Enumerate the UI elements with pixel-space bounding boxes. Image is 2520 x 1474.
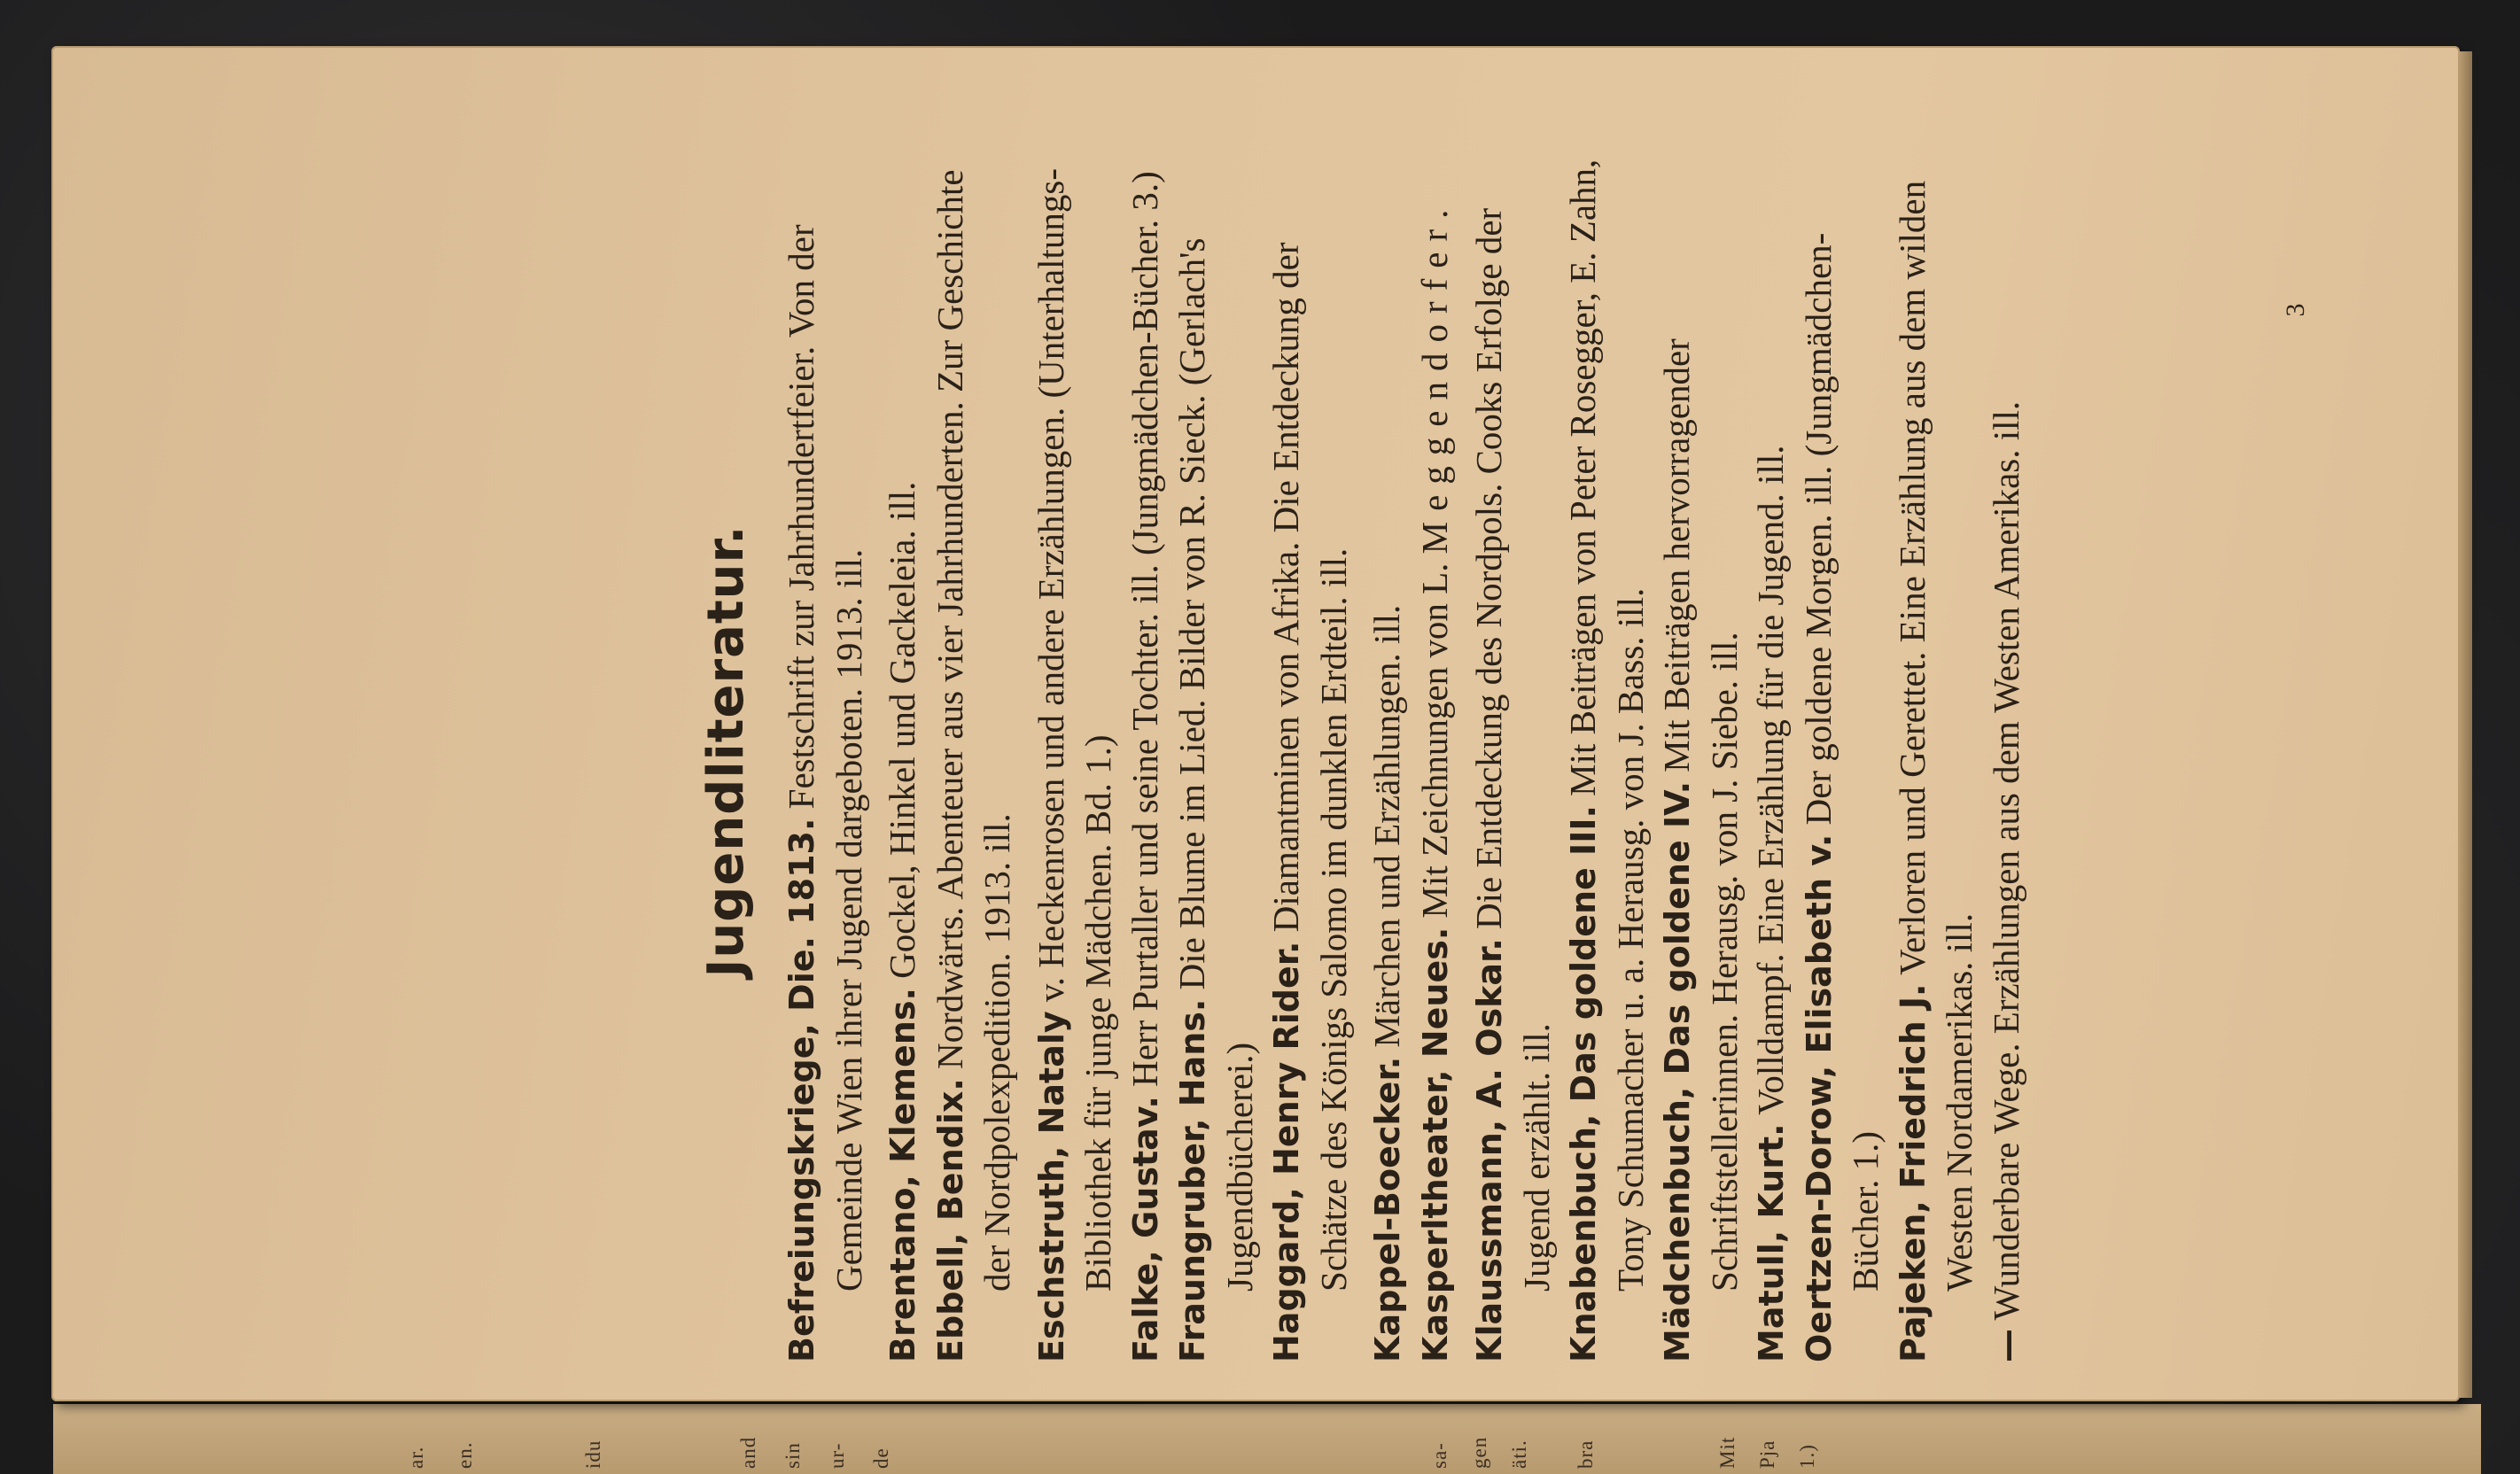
entry-heading: Fraungruber, Hans. [1173, 998, 1212, 1362]
entry-text-spaced: Meggendorfer [1413, 218, 1455, 555]
bibliography-entry [927, 140, 1021, 1362]
bibliography-entry [1412, 140, 1459, 1362]
entry-text: Der goldene Morgen. ill. (Jungmädchen-Bücher. 1.) [1797, 232, 1886, 1292]
bibliography-entry [1466, 140, 1559, 1362]
entry-heading: — [1987, 1329, 2026, 1362]
bibliography-entry [1122, 140, 1170, 1362]
entry-heading: Brentano, Klemens. [883, 988, 922, 1362]
entry-heading: Ebbell, Bendix. [930, 1078, 970, 1362]
entry-text: Mit Beiträgen von Peter Rosegger, E. Zahn, Tony Schumacher u. a. Herausg. von J. Bass. ill. [1562, 159, 1651, 1292]
under-page-fragment: Mit [1716, 1436, 1738, 1469]
bibliography-entry [1169, 140, 1263, 1362]
entry-heading: Haggard, Henry Rider. [1267, 941, 1306, 1362]
under-page-fragment: idu [582, 1439, 604, 1469]
page-title: Jugendliteratur. [697, 524, 755, 978]
bibliography-entry [879, 140, 927, 1362]
bibliography-entry [1747, 140, 1795, 1362]
entry-text: Wunderbare Wege. Erzählungen aus dem Westen Amerikas. ill. [1985, 400, 2026, 1329]
entry-text: Märchen und Erzählungen. ill. [1366, 604, 1407, 1057]
bibliography-entry [778, 140, 872, 1362]
bibliography-entry [1983, 140, 2031, 1362]
under-page-fragment: and [737, 1436, 759, 1469]
entry-text-tail: . [1413, 209, 1455, 219]
bibliography-entry [1364, 140, 1412, 1362]
entry-heading: Eschstruth, Nataly [1031, 1011, 1071, 1362]
bibliography-entry [1653, 140, 1747, 1362]
bibliography-list [778, 140, 2030, 1362]
entry-text: Volldampf. Eine Erzählung für die Jugend. ill. [1750, 445, 1791, 1124]
under-page-fragment: ar. [405, 1446, 427, 1469]
underlying-page [53, 1404, 2481, 1474]
entry-heading: Klaussmann, A. Oskar. [1470, 938, 1509, 1362]
under-page-fragment: sa- [1428, 1442, 1451, 1469]
page-number: 3 [2281, 303, 2310, 317]
entry-heading: Kappel-Boecker. [1368, 1056, 1407, 1362]
entry-text: Nordwärts. Abenteuer aus vier Jahrhunderten. Zur Geschichte der Nordpolexpedition. 1913. ill. [929, 169, 1017, 1292]
under-page-fragment: de [870, 1447, 892, 1469]
entry-heading: Mädchenbuch, Das goldene IV. [1658, 780, 1697, 1362]
under-page-fragment: 1.) [1796, 1444, 1818, 1469]
bibliography-entry [1028, 140, 1122, 1362]
entry-text: Verloren und Gerettet. Eine Erzählung aus dem wilden Westen Nordamerikas. ill. [1891, 180, 1979, 1292]
rotated-text-block [691, 140, 2472, 1362]
entry-text: Die Blume im Lied. Bilder von R. Sieck. (Gerlach's Jugendbücherei.) [1171, 237, 1260, 1292]
entry-heading: Knabenbuch, Das goldene III. [1564, 805, 1603, 1362]
under-page-fragment: äti. [1508, 1439, 1530, 1469]
under-page-fragment: en. [454, 1441, 476, 1469]
bibliography-entry [1559, 140, 1653, 1362]
entry-heading: Matull, Kurt. [1752, 1123, 1791, 1362]
entry-text: v. Heckenrosen und andere Erzählungen. (Unterhaltungs-Bibliothek für junge Mädchen. Bd. 1.) [1030, 167, 1118, 1292]
entry-text: Herr Purtaller und seine Tochter. ill. (Jungmädchen-Bücher. 3.) [1124, 171, 1165, 1097]
entry-heading: Oertzen-Dorow, Elisabeth v. [1799, 834, 1839, 1362]
entry-heading: Pajeken, Friedrich J. [1893, 983, 1933, 1362]
bibliography-entry [1889, 140, 1983, 1362]
under-page-fragment: Pja [1756, 1439, 1778, 1469]
entry-text: Gockel, Hinkel und Gackeleia. ill. [882, 481, 922, 989]
under-page-fragment: ur- [826, 1442, 848, 1469]
entry-text: Die Entdeckung des Nordpols. Cooks Erfolge der Jugend erzählt. ill. [1468, 207, 1557, 1292]
entry-heading: Befreiungskriege, Die. 1813. [782, 818, 821, 1362]
entry-text: Diamantminen von Afrika. Die Entdeckung der Schätze des Königs Salomo im dunklen Erdteil. ill. [1265, 242, 1354, 1292]
entry-heading: Kasperltheater, Neues. [1415, 927, 1455, 1362]
entry-text: Mit Beiträgen hervorragender Schriftstellerinnen. Herausg. von J. Siebe. ill. [1656, 338, 1745, 1292]
under-page-fragment: sin [782, 1442, 804, 1469]
bibliography-entry [1795, 140, 1889, 1362]
entry-text: Festschrift zur Jahrhundertfeier. Von der Gemeinde Wien ihrer Jugend dargeboten. 1913. ill. [781, 224, 869, 1292]
bibliography-entry [1263, 140, 1357, 1362]
under-page-fragment: bra [1575, 1439, 1597, 1469]
under-page-fragment: gen [1468, 1436, 1490, 1469]
entry-text: Mit Zeichnungen von L. [1413, 554, 1455, 927]
entry-heading: Falke, Gustav. [1125, 1096, 1165, 1362]
